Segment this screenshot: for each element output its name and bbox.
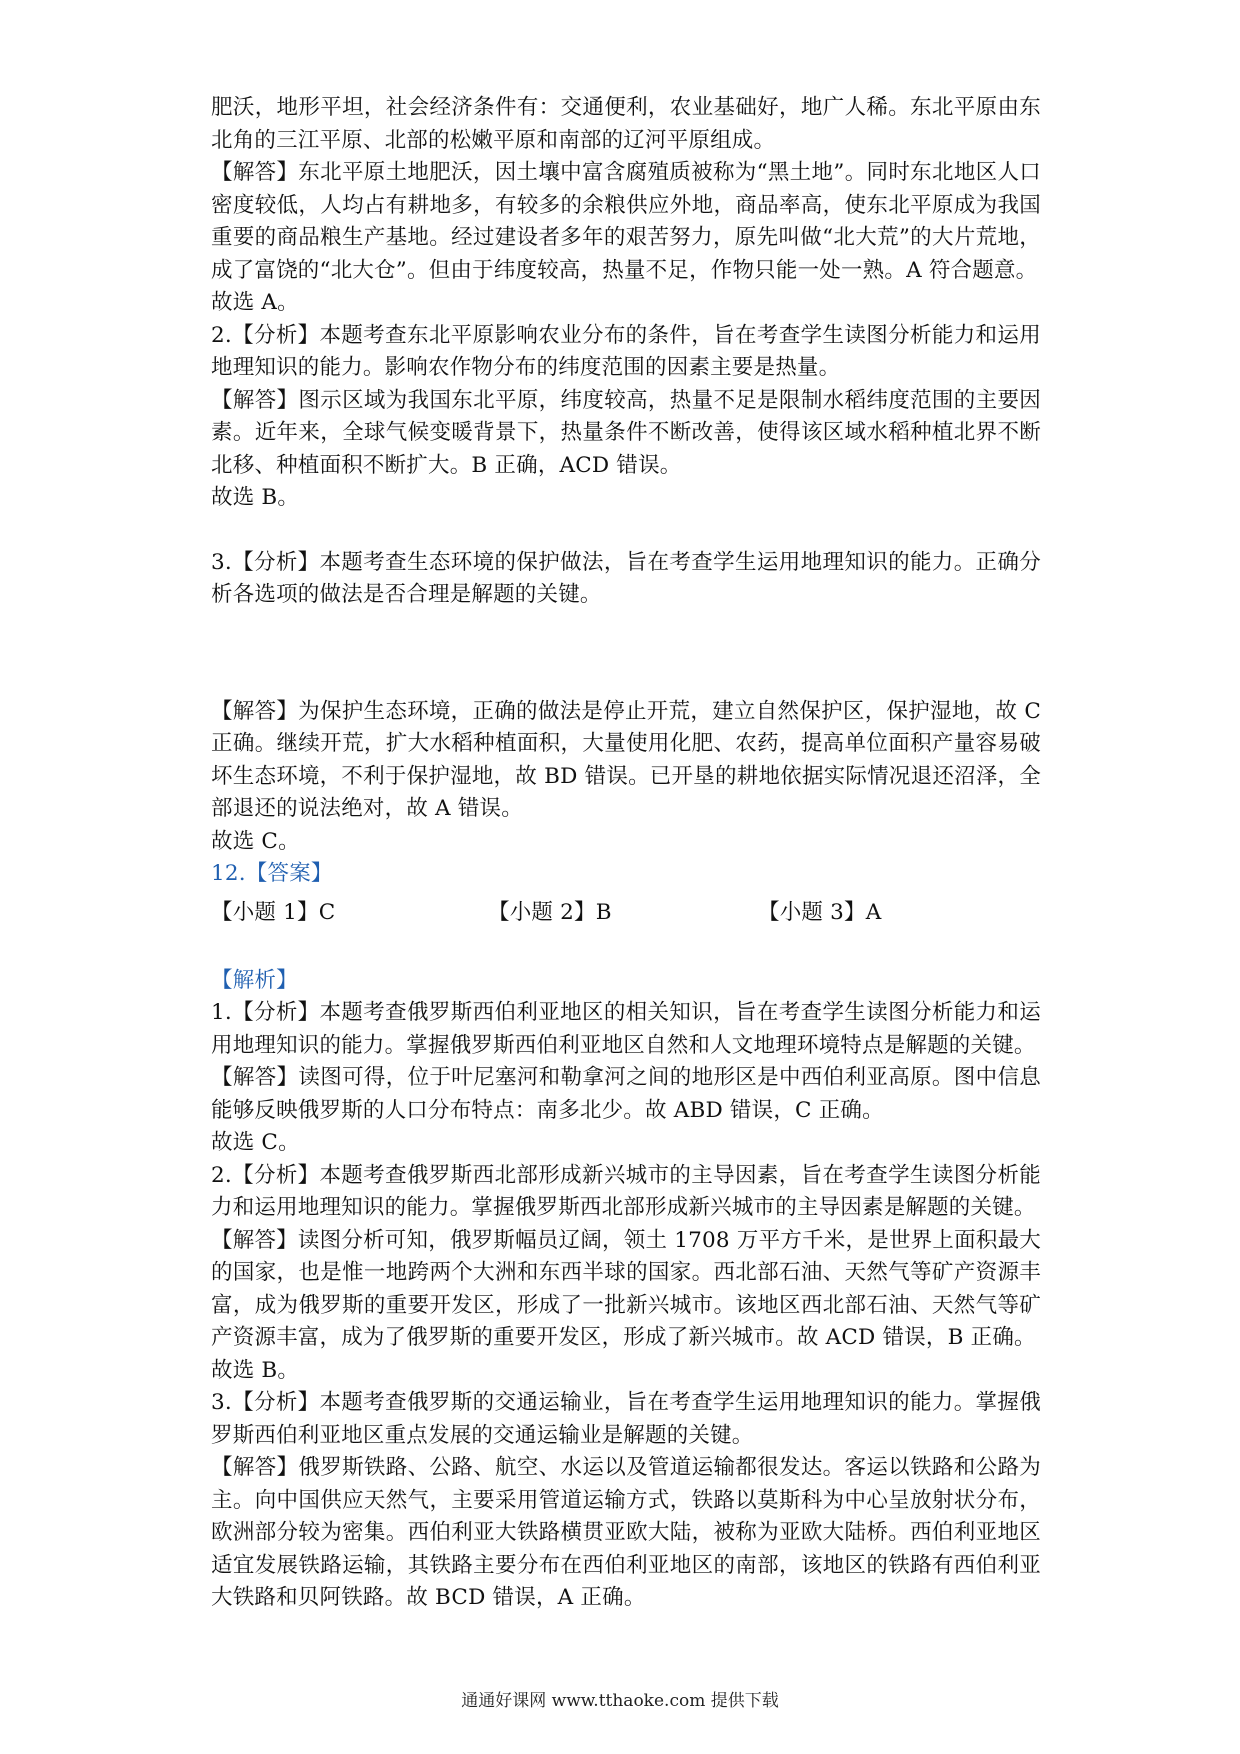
paragraph-q11-2-choice: 故选 B。	[211, 485, 300, 510]
document-body	[211, 92, 1041, 1615]
q12-answer-2: 【小题 2】B	[488, 899, 612, 925]
page-footer: 通通好课网 www.tthaoke.com 提供下载	[461, 1691, 779, 1711]
paragraph-q11-1-answer: 【解答】东北平原土地肥沃，因土壤中富含腐殖质被称为“黑土地”。同时东北地区人口密度较低，人均占有耕地多，有较多的余粮供应外地，商品率高，使东北平原成为我国重要的商品粮生产基地。经过建设者多年的艰苦努力，原先叫做“北大荒”的大片荒地，成了富饶的“北大仓”。但由于纬度较高，热量不足，作物只能一处一熟。A 符合题意。	[211, 160, 1041, 283]
q12-answer-1: 【小题 1】C	[211, 899, 336, 925]
paragraph-q11-3-analysis: 3.【分析】本题考查生态环境的保护做法，旨在考查学生运用地理知识的能力。正确分析各选项的做法是否合理是解题的关键。	[211, 549, 1041, 607]
q12-answer-heading: 12.【答案】	[211, 861, 333, 886]
q12-answer-3: 【小题 3】A	[758, 899, 882, 925]
paragraph-q12-3-answer: 【解答】俄罗斯铁路、公路、航空、水运以及管道运输都很发达。客运以铁路和公路为主。向中国供应天然气，主要采用管道运输方式，铁路以莫斯科为中心呈放射状分布，欧洲部分较为密集。西伯利亚大铁路横贯亚欧大陆，被称为亚欧大陆桥。西伯利亚地区适宜发展铁路运输，其铁路主要分布在西伯利亚地区的南部，该地区的铁路有西伯利亚大铁路和贝阿铁路。故 BCD 错误，A 正确。	[211, 1455, 1041, 1610]
paragraph-q12-3-analysis: 3.【分析】本题考查俄罗斯的交通运输业，旨在考查学生运用地理知识的能力。掌握俄罗斯西伯利亚地区重点发展的交通运输业是解题的关键。	[211, 1390, 1041, 1448]
spacer	[211, 515, 1041, 547]
paragraph-q11-3-answer: 【解答】为保护生态环境，正确的做法是停止开荒，建立自然保护区，保护湿地，故 C 正确。继续开荒，扩大水稻种植面积，大量使用化肥、农药，提高单位面积产量容易破坏生态环境，不利于保护湿地，故 BD 错误。已开垦的耕地依据实际情况退还沼泽，全部退还的说法绝对，故 A 错误。	[211, 698, 1041, 821]
paragraph-q12-1-choice: 故选 C。	[211, 1130, 300, 1155]
paragraph-q12-2-choice: 故选 B。	[211, 1357, 300, 1383]
paragraph-q12-2-answer: 【解答】读图分析可知，俄罗斯幅员辽阔，领土 1708 万平方千米，是世界上面积最大的国家，也是惟一地跨两个大洲和东西半球的国家。西北部石油、天然气等矿产资源丰富，成为俄罗斯的重要开发区，形成了一批新兴城市。该地区西北部石油、天然气等矿产资源丰富，成为了俄罗斯的重要开发区，形成了新兴城市。故 ACD 错误，B 正确。	[211, 1227, 1041, 1350]
paragraph-q12-1-answer: 【解答】读图可得，位于叶尼塞河和勒拿河之间的地形区是中西伯利亚高原。图中信息能够反映俄罗斯的人口分布特点：南多北少。故 ABD 错误，C 正确。	[211, 1065, 1041, 1123]
spacer	[211, 612, 1041, 696]
q12-analysis-heading: 【解析】	[211, 967, 298, 993]
paragraph-q11-1-choice: 故选 A。	[211, 290, 299, 315]
paragraph-q11-intro: 肥沃，地形平坦，社会经济条件有：交通便利，农业基础好，地广人稀。东北平原由东北角的三江平原、北部的松嫩平原和南部的辽河平原组成。	[211, 95, 1041, 153]
paragraph-q11-3-choice: 故选 C。	[211, 828, 300, 854]
q12-answer-row	[211, 897, 1041, 937]
paragraph-q12-1-analysis: 1.【分析】本题考查俄罗斯西伯利亚地区的相关知识，旨在考查学生读图分析能力和运用地理知识的能力。掌握俄罗斯西伯利亚地区自然和人文地理环境特点是解题的关键。	[211, 1000, 1041, 1058]
spacer	[211, 937, 1041, 965]
paragraph-q12-2-analysis: 2.【分析】本题考查俄罗斯西北部形成新兴城市的主导因素，旨在考查学生读图分析能力和运用地理知识的能力。掌握俄罗斯西北部形成新兴城市的主导因素是解题的关键。	[211, 1162, 1041, 1220]
paragraph-q11-2-analysis: 2.【分析】本题考查东北平原影响农业分布的条件，旨在考查学生读图分析能力和运用地理知识的能力。影响农作物分布的纬度范围的因素主要是热量。	[211, 322, 1041, 380]
paragraph-q11-2-answer: 【解答】图示区域为我国东北平原，纬度较高，热量不足是限制水稻纬度范围的主要因素。近年来，全球气候变暖背景下，热量条件不断改善，使得该区域水稻种植北界不断北移、种植面积不断扩大。B 正确，ACD 错误。	[211, 387, 1041, 478]
